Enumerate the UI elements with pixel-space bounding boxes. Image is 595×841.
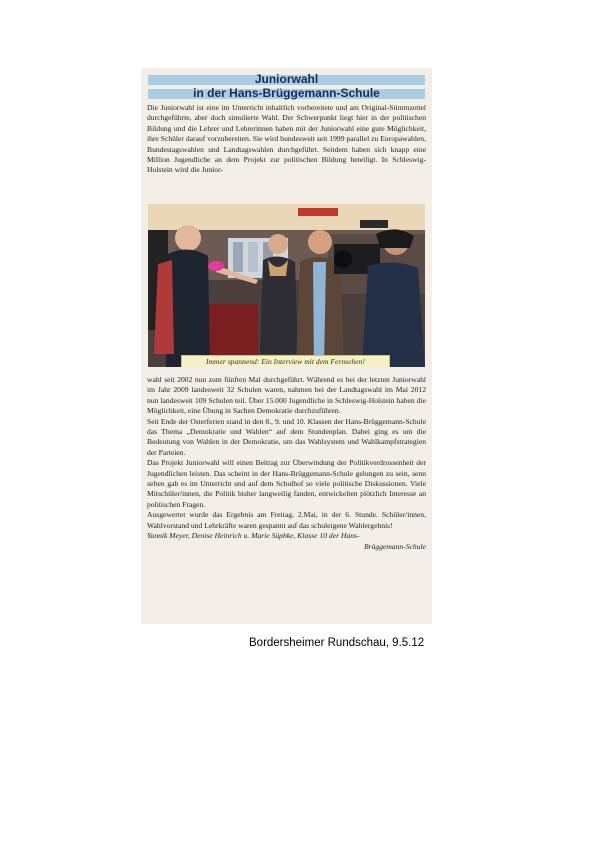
source-citation: Bordersheimer Rundschau, 9.5.12	[249, 637, 425, 649]
photo-caption: Immer spannend: Ein Interview mit dem Fernsehen!	[181, 355, 390, 367]
interview-photo	[148, 204, 425, 367]
intro-paragraph	[147, 103, 426, 176]
article-title-line2: in der Hans-Brüggemann-Schule	[193, 86, 380, 100]
body-paragraph: Seit Ende der Osterferien stand in den 8., 9. und 10. Klassen der Hans-Brüggemann-Schule das Thema „Demokratie und Wahlen“ auf dem Stundenplan. Dabei ging es um die Bedeutung von Wahlen in der Demokratie, um das Wahlsystem und Wahlkampfstrategien der Parteien.	[147, 416, 426, 457]
photo-illustration	[148, 204, 425, 367]
article-title-line1: Juniorwahl	[254, 72, 319, 86]
body-paragraph: Ausgewertet wurde das Ergebnis am Freitag, 2.Mai, in der 6. Stunde. Schüler/innen, Wahlvorstand und Lehrkräfte waren gespannt auf das schuleigene Wahlergebnis!	[147, 510, 426, 530]
intro-text: Die Juniorwahl ist eine im Unterricht inhaltlich vorbereitete und am Original-Stimmzettel durchgeführte, aber doch simulierte Wahl. Der Schwerpunkt liegt hier in der politischen Bildung und die Lehrer und Lehrerinnen haben mit der Juniorwahl eine gute Möglichkeit, ihre Schüler darauf vorzubereiten. Sie wird bundesweit seit 1999 parallel zu Europawahlen, Bundestagswahlen und Landtagswahlen durchgeführt. Seitdem haben sich knapp eine Million Jugendliche an dem Projekt zur politischen Bildung beteiligt. In Schleswig-Holstein wird die Junior-	[147, 103, 426, 175]
newspaper-clipping	[141, 68, 432, 624]
author-signature: Yannik Meyer, Denise Heinrich u. Marie Süphke, Klasse 10 der Hans-	[147, 531, 360, 541]
body-paragraph: Das Projekt Juniorwahl will einen Beitrag zur Überwindung der Politikverdrossenheit der Jugendlichen leisten. Das scheint in der Hans-Brüggemann-Schule gelungen zu sein, senn selten gab es im Unterricht und auf dem Schulhof so viele politische Diskussionen. Viele Mitschüler/innen, die Politik bisher langweilig fanden, entwickelten plötzlich Interesse an politischen Fragen.	[147, 458, 426, 509]
author-signature-end: Brüggemann-Schule	[364, 541, 426, 551]
body-paragraph: wahl seit 2002 nun zum fünften Mal durchgeführt. Während es bei der letzten Juniorwahl im Jahr 2009 landesweit 32 Schulen waren, nahmen bei der Landtagswahl im Mai 2012 nun landesweit 109 Schulen teil. Über 15.000 Jugendliche in Schleswig-Holstein haben die Möglichkeit, eine Übung in Sachen Demokratie durchzuführen.	[147, 375, 426, 416]
article-body	[147, 375, 426, 552]
